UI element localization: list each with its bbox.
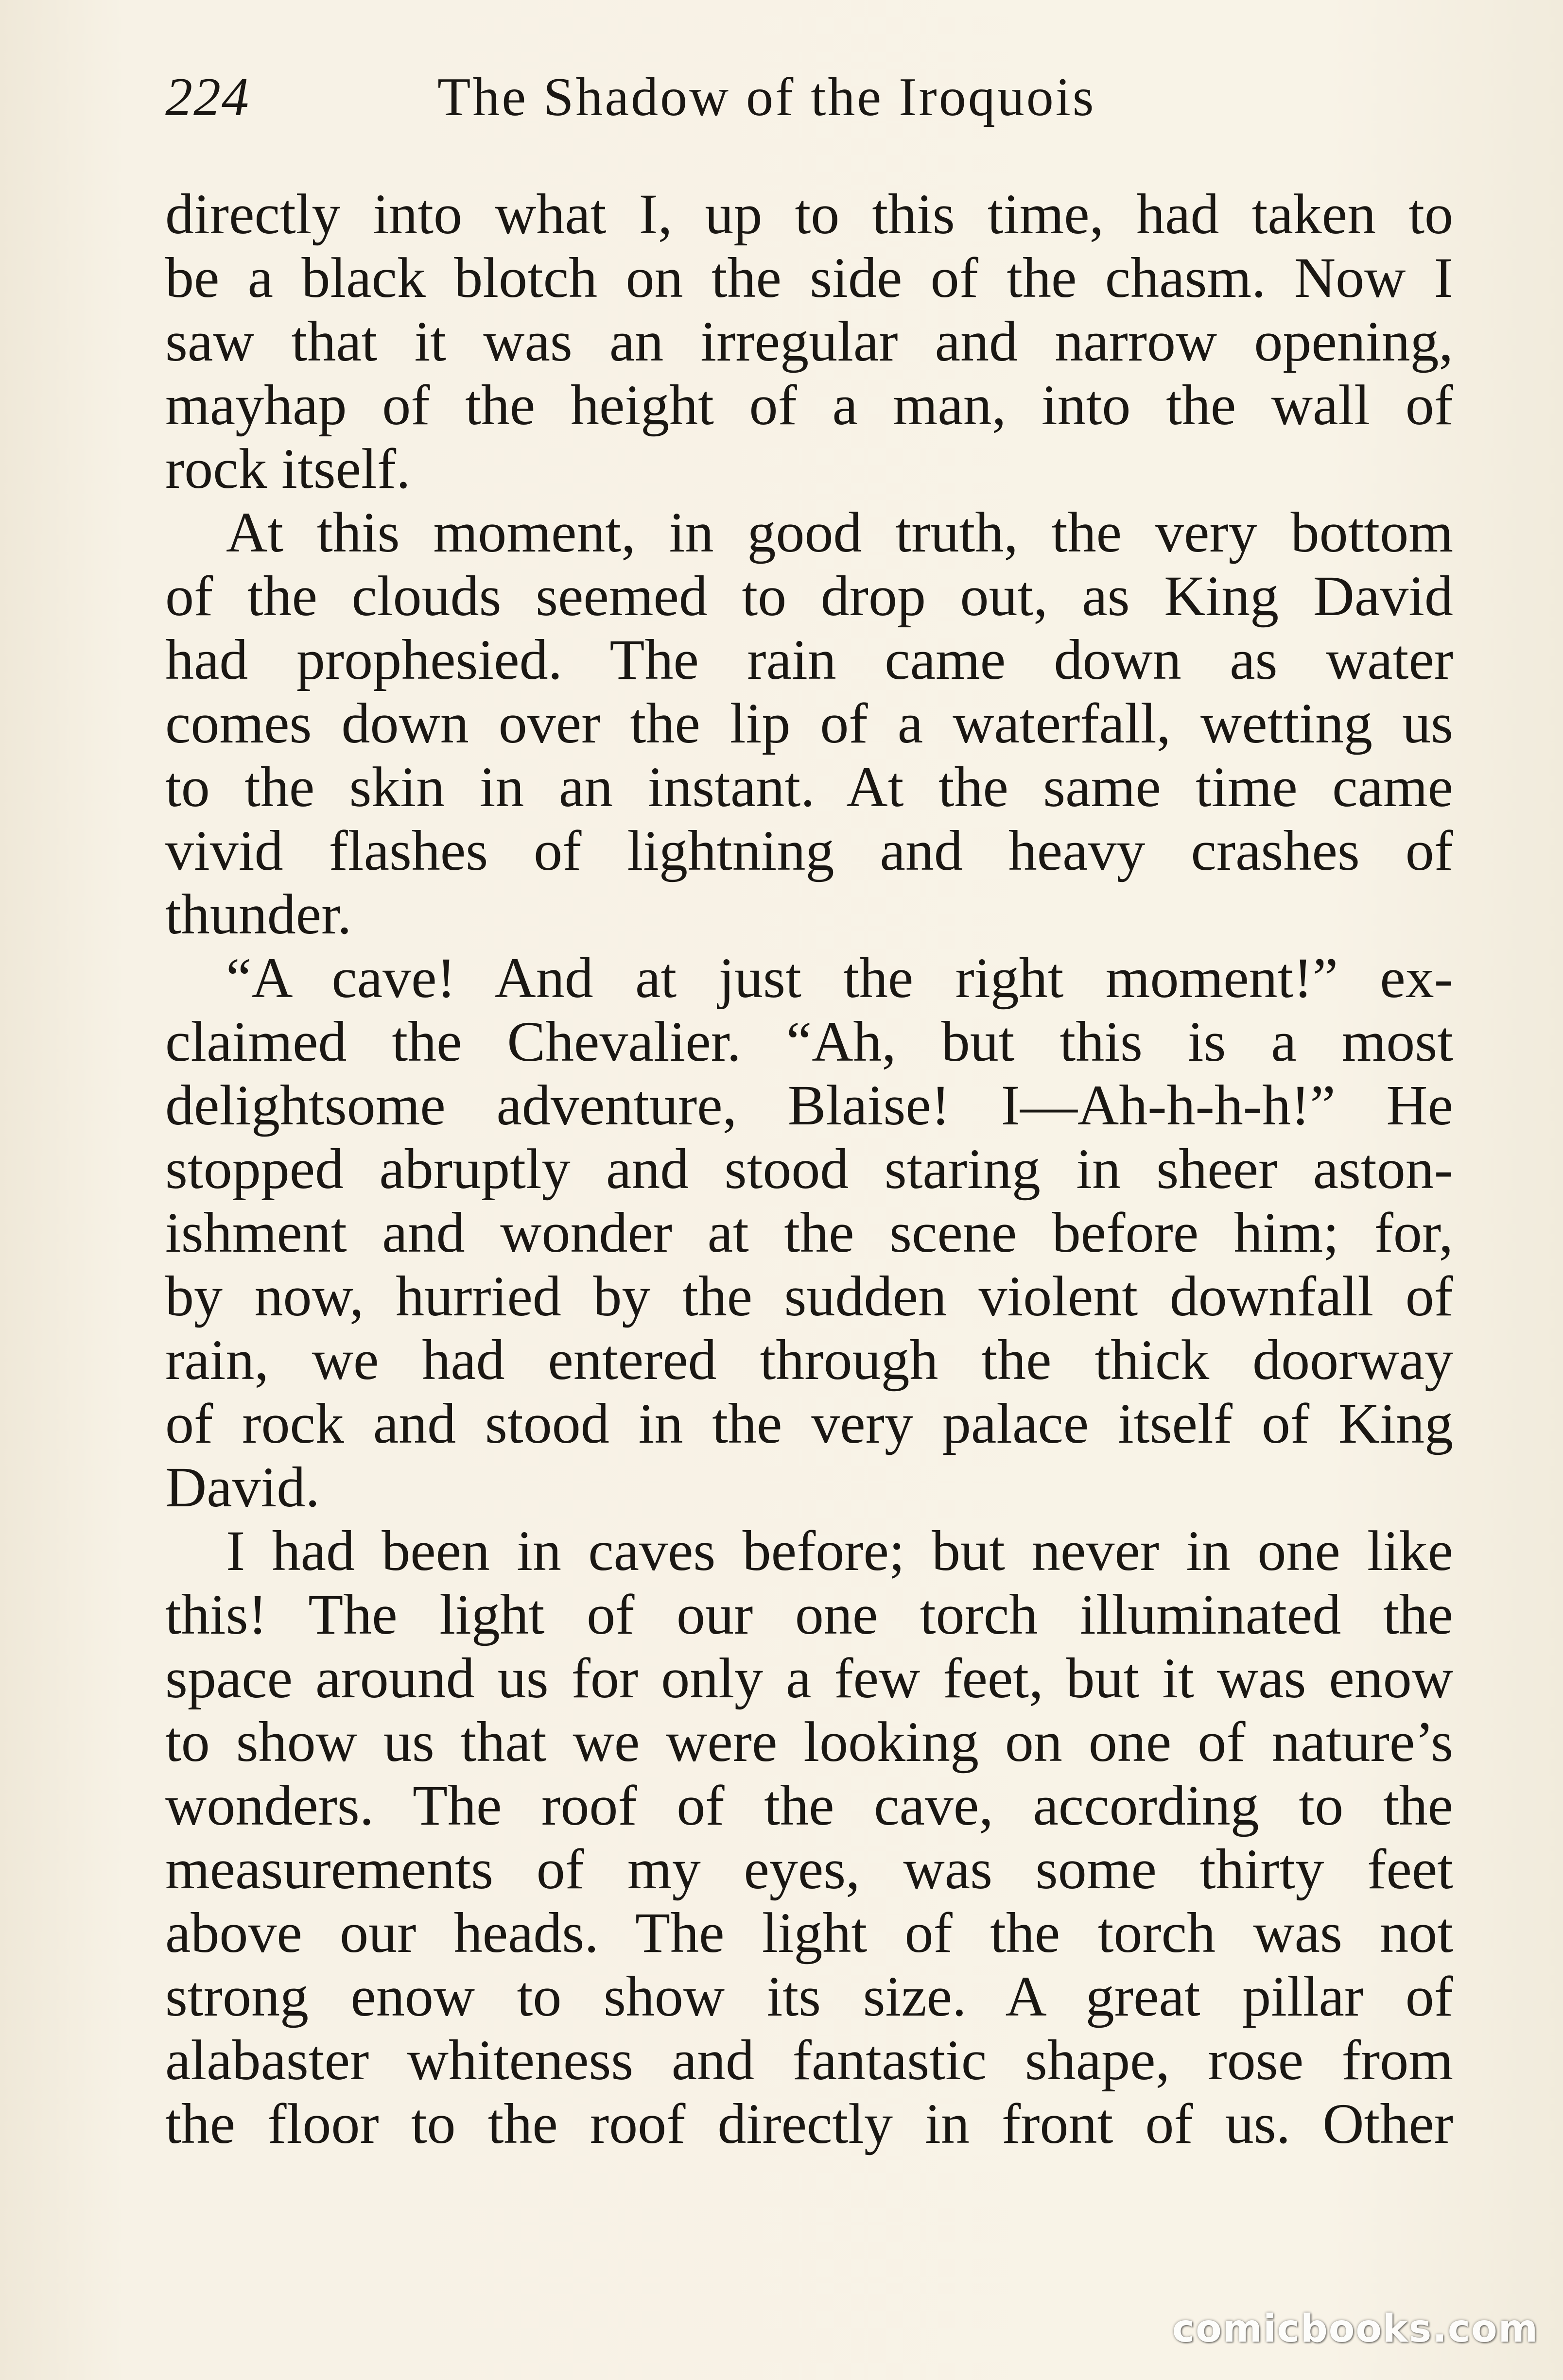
text-line: the floor to the roof directly in front of us. Other — [165, 2092, 1453, 2156]
text-line: mayhap of the height of a man, into the wall of — [165, 373, 1453, 437]
text-line: David. — [165, 1455, 320, 1519]
body-text — [165, 182, 1453, 2156]
text-line: “A cave! And at just the right moment!” ex- — [226, 946, 1453, 1010]
text-line: space around us for only a few feet, but it was enow — [165, 1646, 1453, 1710]
text-line: of rock and stood in the very palace itself of King — [165, 1392, 1453, 1455]
text-line: by now, hurried by the sudden violent downfall of — [165, 1264, 1453, 1328]
text-line: above our heads. The light of the torch was not — [165, 1901, 1453, 1965]
text-line: saw that it was an irregular and narrow opening, — [165, 310, 1453, 373]
text-line: alabaster whiteness and fantastic shape, rose from — [165, 2028, 1453, 2092]
watermark: comicbooks.com — [1172, 2307, 1539, 2351]
text-line: ishment and wonder at the scene before him; for, — [165, 1201, 1453, 1264]
book-title: The Shadow of the Iroquois — [437, 67, 1096, 127]
text-line: rock itself. — [165, 437, 411, 500]
text-line: of the clouds seemed to drop out, as King David — [165, 564, 1453, 628]
text-line: this! The light of our one torch illuminated the — [165, 1583, 1453, 1646]
text-line: be a black blotch on the side of the chasm. Now I — [165, 246, 1453, 310]
text-line: I had been in caves before; but never in one like — [226, 1519, 1453, 1583]
page-number: 224 — [165, 67, 250, 127]
text-line: measurements of my eyes, was some thirty feet — [165, 1837, 1453, 1901]
text-line: stopped abruptly and stood staring in sheer aston- — [165, 1137, 1453, 1201]
text-line: rain, we had entered through the thick doorway — [165, 1328, 1453, 1392]
text-line: to show us that we were looking on one of nature’s — [165, 1710, 1453, 1774]
text-line: thunder. — [165, 882, 352, 946]
text-line: had prophesied. The rain came down as water — [165, 628, 1453, 691]
text-line: comes down over the lip of a waterfall, wetting us — [165, 691, 1453, 755]
text-line: directly into what I, up to this time, had taken to — [165, 182, 1453, 246]
text-line: claimed the Chevalier. “Ah, but this is a most — [165, 1010, 1453, 1073]
running-head — [165, 58, 1458, 136]
text-line: vivid flashes of lightning and heavy crashes of — [165, 819, 1453, 882]
text-line: wonders. The roof of the cave, according to the — [165, 1774, 1453, 1837]
text-line: to the skin in an instant. At the same time came — [165, 755, 1453, 819]
text-line: At this moment, in good truth, the very bottom — [226, 500, 1453, 564]
text-line: delightsome adventure, Blaise! I—Ah-h-h-h!” He — [165, 1073, 1453, 1137]
text-line: strong enow to show its size. A great pillar of — [165, 1965, 1453, 2028]
